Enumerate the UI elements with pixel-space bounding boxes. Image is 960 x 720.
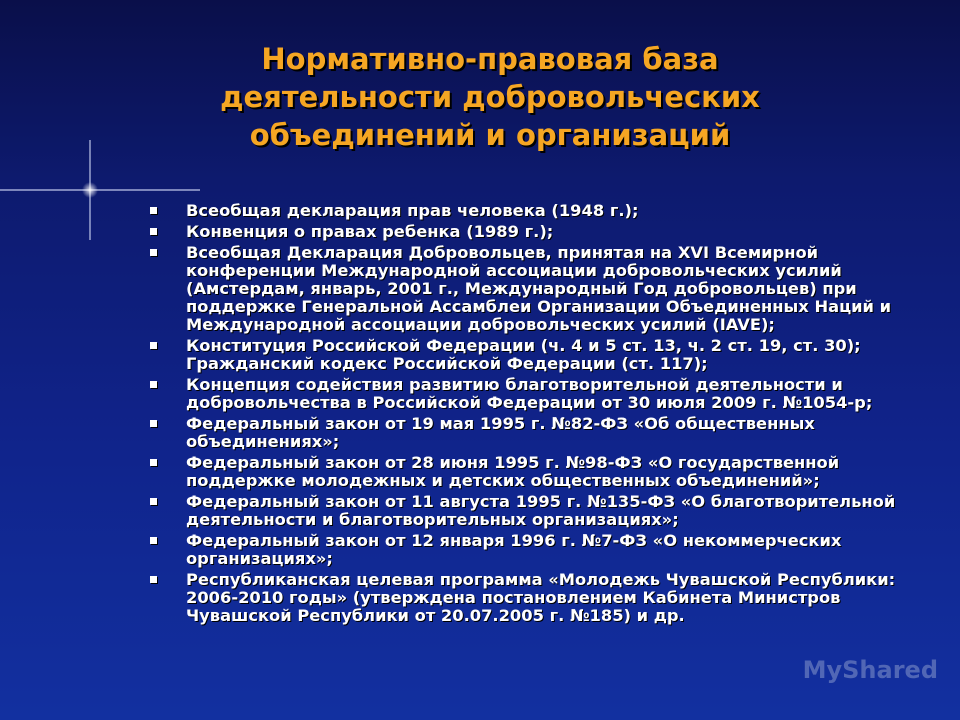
legal-basis-list (148, 202, 948, 628)
square-bullet-icon (150, 228, 157, 235)
list-item (148, 244, 948, 334)
list-item-text: Федеральный закон от 28 июня 1995 г. №98-ФЗ «О государственной поддержке молодежных и детских общественных объединений»; (186, 453, 840, 490)
square-bullet-icon (150, 459, 157, 466)
list-item-text: Республиканская целевая программа «Молодежь Чувашской Республики: 2006-2010 годы» (утверждена постановлением Кабинета Министров Чувашской Республики от 20.07.2005 г. №185) и др. (186, 570, 896, 625)
title-line: Нормативно-правовая база (261, 42, 719, 76)
list-item (148, 415, 948, 451)
list-item (148, 337, 948, 373)
square-bullet-icon (150, 249, 157, 256)
list-item (148, 532, 948, 568)
list-item (148, 376, 948, 412)
list-item-text: Всеобщая декларация прав человека (1948 г.); (186, 201, 639, 220)
square-bullet-icon (150, 381, 157, 388)
slide-title (0, 40, 960, 154)
list-item (148, 202, 948, 220)
list-item (148, 571, 948, 625)
list-item-text: Федеральный закон от 12 января 1996 г. №7-ФЗ «О некоммерческих организациях»; (186, 531, 842, 568)
list-item-text: Федеральный закон от 11 августа 1995 г. №135-ФЗ «О благотворительной деятельности и благотворительных организациях»; (186, 492, 896, 529)
title-line: деятельности добровольческих (220, 80, 760, 114)
square-bullet-icon (150, 537, 157, 544)
list-item-text: Конституция Российской Федерации (ч. 4 и 5 ст. 13, ч. 2 ст. 19, ст. 30); Гражданский кодекс Российской Федерации (ст. 117); (186, 336, 861, 373)
list-item-text: Концепция содействия развитию благотворительной деятельности и добровольчества в Российской Федерации от 30 июля 2009 г. №1054-р; (186, 375, 873, 412)
list-item-text: Всеобщая Декларация Добровольцев, принятая на XVI Всемирной конференции Международной ассоциации добровольческих усилий (Амстердам, январь, 2001 г., Международный Год добровольцев) при поддержке Генеральной Ассамблеи Организации Объединенных Наций и Международной ассоциации добровольческих усилий (IAVE); (186, 243, 892, 334)
list-item (148, 493, 948, 529)
square-bullet-icon (150, 420, 157, 427)
square-bullet-icon (150, 576, 157, 583)
list-item-text: Федеральный закон от 19 мая 1995 г. №82-ФЗ «Об общественных объединениях»; (186, 414, 815, 451)
square-bullet-icon (150, 342, 157, 349)
square-bullet-icon (150, 498, 157, 505)
list-item-text: Конвенция о правах ребенка (1989 г.); (186, 222, 554, 241)
title-line: объединений и организаций (249, 118, 731, 152)
list-item (148, 223, 948, 241)
square-bullet-icon (150, 207, 157, 214)
list-item (148, 454, 948, 490)
watermark: MyShared (802, 656, 938, 684)
